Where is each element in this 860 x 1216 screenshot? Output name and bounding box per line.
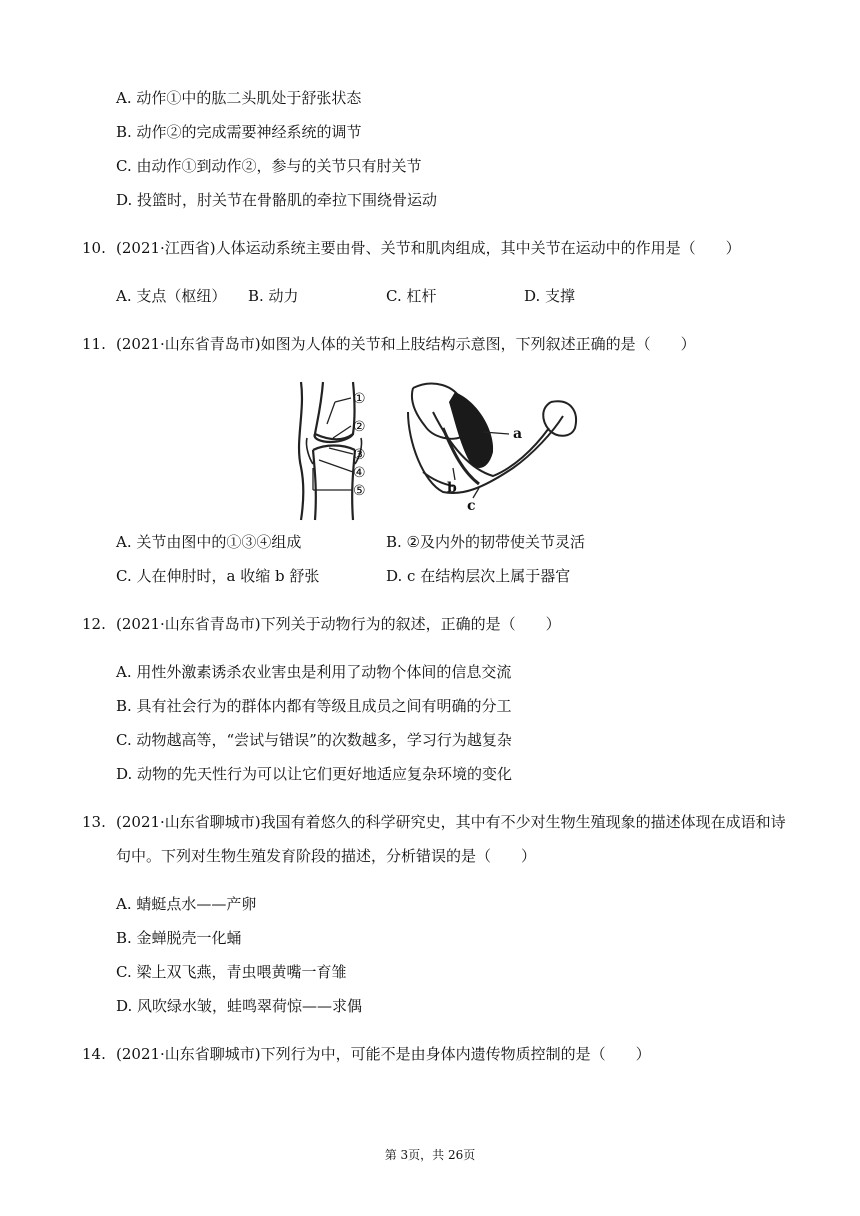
q9-option-c: C. 由动作①到动作②，参与的关节只有肘关节 <box>116 157 422 175</box>
q12-option-c: C. 动物越高等，“尝试与错误”的次数越多，学习行为越复杂 <box>116 731 512 749</box>
q9-option-b: B. 动作②的完成需要神经系统的调节 <box>116 123 362 141</box>
q10-option-c: C. 杠杆 <box>386 287 437 305</box>
q13-option-b: B. 金蝉脱壳一化蛹 <box>116 929 242 947</box>
q13-option-a: A. 蜻蜓点水——产卵 <box>116 895 257 913</box>
diagram-svg <box>283 372 583 522</box>
q11-option-d: D. c 在结构层次上属于器官 <box>386 567 571 585</box>
q10-option-d: D. 支撑 <box>524 287 576 305</box>
figure-label-4: ④ <box>353 465 366 481</box>
q13-option-c: C. 梁上双飞燕，青虫喂黄嘴一育雏 <box>116 963 347 981</box>
q9-option-a: A. 动作①中的肱二头肌处于舒张状态 <box>116 89 362 107</box>
page-number: 第 3页，共 26页 <box>384 1148 476 1162</box>
q13-option-d: D. 风吹绿水皱，蛙鸣翠荷惊——求偶 <box>116 997 363 1015</box>
q11-option-b: B. ②及内外的韧带使关节灵活 <box>386 533 586 551</box>
q13-number: 13. <box>82 813 106 831</box>
q12-option-a: A. 用性外激素诱杀农业害虫是利用了动物个体间的信息交流 <box>116 663 512 681</box>
figure-label-5: ⑤ <box>353 483 366 499</box>
figure-label-3: ③ <box>353 447 366 463</box>
figure-label-1: ① <box>353 391 366 407</box>
q11-number: 11. <box>82 335 106 353</box>
q11-option-a: A. 关节由图中的①③④组成 <box>116 533 302 551</box>
q14-number: 14. <box>82 1045 106 1063</box>
figure-label-a: a <box>513 426 523 442</box>
arm-drawing <box>408 384 576 493</box>
q13-stem-line1: (2021·山东省聊城市)我国有着悠久的科学研究史，其中有不少对生物生殖现象的描述体现在成语和诗 <box>116 813 786 831</box>
q10-number: 10. <box>82 239 106 257</box>
q12-option-d: D. 动物的先天性行为可以让它们更好地适应复杂环境的变化 <box>116 765 513 783</box>
figure-label-c: c <box>467 498 476 514</box>
q14-stem: (2021·山东省聊城市)下列行为中，可能不是由身体内遗传物质控制的是（ ） <box>116 1045 651 1063</box>
q10-stem: (2021·江西省)人体运动系统主要由骨、关节和肌肉组成，其中关节在运动中的作用是（ ） <box>116 239 741 257</box>
q11-option-c: C. 人在伸肘时，a 收缩 b 舒张 <box>116 567 320 585</box>
joint-and-arm-diagram <box>283 372 583 522</box>
figure-label-2: ② <box>353 419 366 435</box>
q10-option-a: A. 支点（枢纽） <box>116 287 227 305</box>
q12-number: 12. <box>82 615 106 633</box>
q13-stem-line2: 句中。下列对生物生殖发育阶段的描述，分析错误的是（ ） <box>116 847 537 865</box>
q12-stem: (2021·山东省青岛市)下列关于动物行为的叙述，正确的是（ ） <box>116 615 561 633</box>
q12-option-b: B. 具有社会行为的群体内都有等级且成员之间有明确的分工 <box>116 697 512 715</box>
q10-option-b: B. 动力 <box>248 287 299 305</box>
q11-stem: (2021·山东省青岛市)如图为人体的关节和上肢结构示意图，下列叙述正确的是（ ） <box>116 335 696 353</box>
q9-option-d: D. 投篮时，肘关节在骨骼肌的牵拉下围绕骨运动 <box>116 191 438 209</box>
figure-label-b: b <box>447 480 457 496</box>
